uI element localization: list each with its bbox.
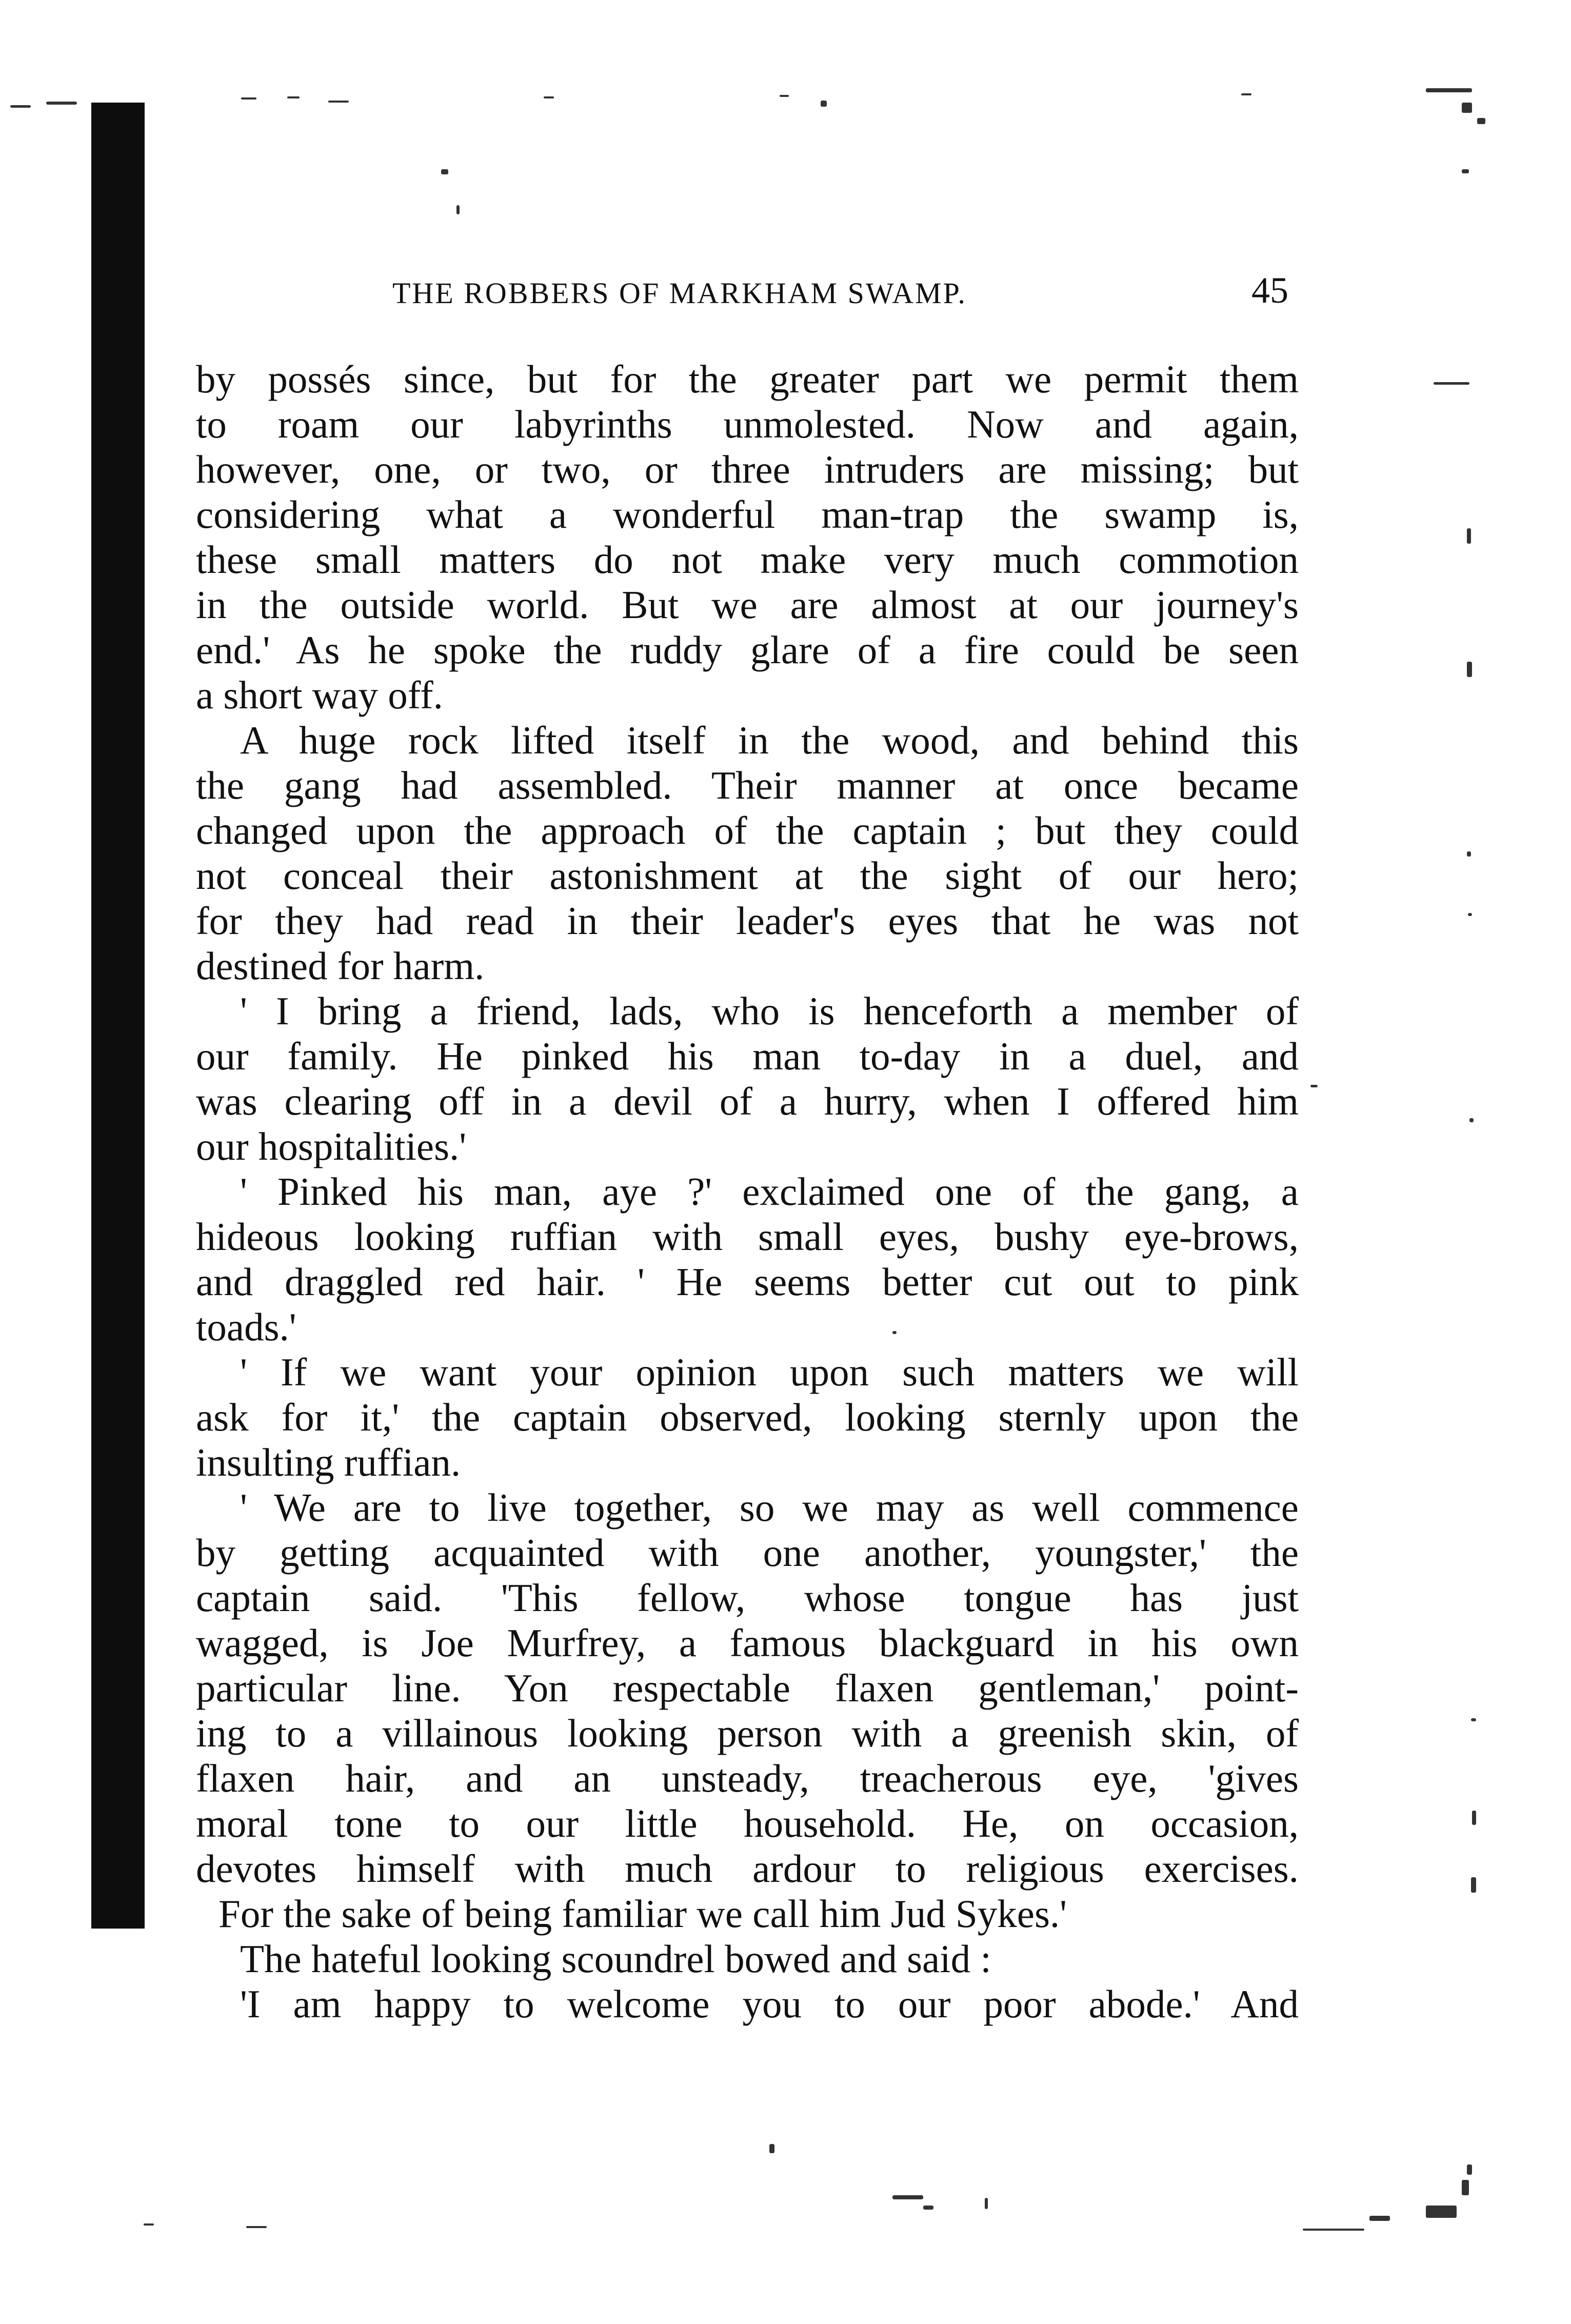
text-line: wagged, is Joe Murfrey, a famous blackguard in his own: [196, 1621, 1299, 1665]
text-line: ' Pinked his man, aye ?' exclaimed one of the gang, a: [240, 1169, 1299, 1214]
text-line: however, one, or two, or three intruders are missing; but: [196, 447, 1299, 491]
text-line: For the sake of being familiar we call him Jud Sykes.': [218, 1892, 1067, 1936]
text-line: ' I bring a friend, lads, who is henceforth a member of: [240, 989, 1299, 1033]
text-line: and draggled red hair. ' He seems better cut out to pink: [196, 1260, 1299, 1304]
text-line: insulting ruffian.: [196, 1440, 461, 1484]
text-line: by possés since, but for the greater part we permit them: [196, 357, 1299, 401]
text-line: destined for harm.: [196, 944, 485, 988]
body-text: [196, 356, 1299, 2027]
text-line: the gang had assembled. Their manner at once became: [196, 763, 1299, 807]
text-line: hideous looking ruffian with small eyes, bushy eye-brows,: [196, 1215, 1299, 1259]
text-line: these small matters do not make very much commotion: [196, 538, 1299, 582]
text-line: our family. He pinked his man to-day in a duel, and: [196, 1034, 1299, 1078]
running-head: THE ROBBERS OF MARKHAM SWAMP.: [392, 276, 967, 310]
binding-shadow: [91, 103, 145, 1929]
text-line: a short way off.: [196, 673, 443, 717]
text-line: was clearing off in a devil of a hurry, when I offered him: [196, 1079, 1299, 1123]
text-line: particular line. Yon respectable flaxen gentleman,' point-: [196, 1666, 1299, 1710]
page-number: 45: [1251, 270, 1288, 311]
text-line: flaxen hair, and an unsteady, treacherous eye, 'gives: [196, 1756, 1299, 1800]
text-line: not conceal their astonishment at the sight of our hero;: [196, 853, 1299, 898]
text-line: end.' As he spoke the ruddy glare of a fire could be seen: [196, 628, 1299, 672]
text-line: by getting acquainted with one another, youngster,' the: [196, 1531, 1299, 1575]
text-line: our hospitalities.': [196, 1124, 467, 1168]
text-line: for they had read in their leader's eyes that he was not: [196, 899, 1299, 943]
text-line: to roam our labyrinths unmolested. Now and again,: [196, 402, 1299, 446]
text-line: The hateful looking scoundrel bowed and said :: [240, 1937, 991, 1981]
text-line: ing to a villainous looking person with a greenish skin, of: [196, 1711, 1299, 1755]
text-line: 'I am happy to welcome you to our poor abode.' And: [240, 1982, 1299, 2026]
text-line: A huge rock lifted itself in the wood, and behind this: [240, 718, 1299, 762]
text-line: changed upon the approach of the captain ; but they could: [196, 808, 1299, 852]
text-line: ' We are to live together, so we may as well commence: [240, 1485, 1299, 1530]
text-line: toads.': [196, 1305, 296, 1349]
text-line: moral tone to our little household. He, on occasion,: [196, 1801, 1299, 1845]
text-line: devotes himself with much ardour to religious exercises.: [196, 1846, 1299, 1891]
text-line: captain said. 'This fellow, whose tongue has just: [196, 1576, 1299, 1620]
text-line: ask for it,' the captain observed, looking sternly upon the: [196, 1395, 1299, 1439]
text-line: ' If we want your opinion upon such matters we will: [240, 1350, 1299, 1394]
text-line: in the outside world. But we are almost at our journey's: [196, 583, 1299, 627]
text-line: considering what a wonderful man-trap the swamp is,: [196, 492, 1299, 537]
